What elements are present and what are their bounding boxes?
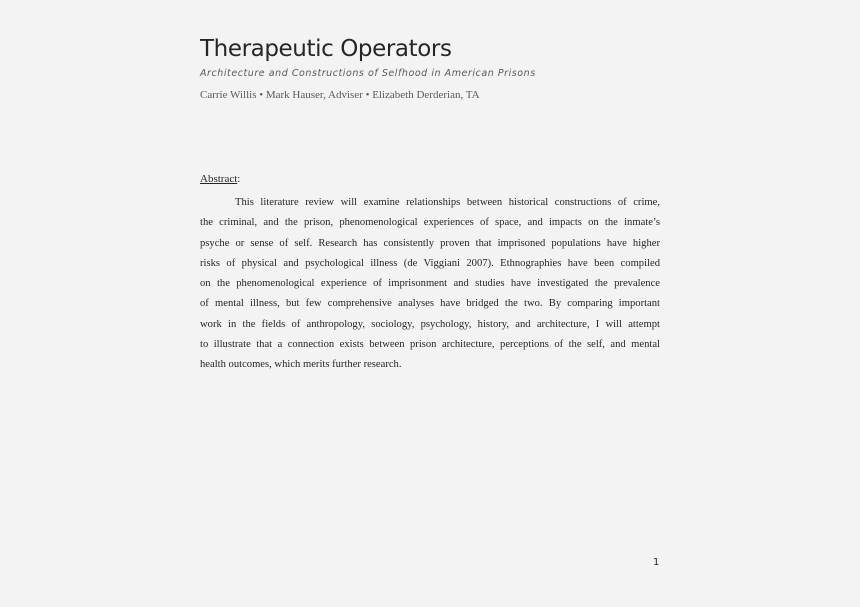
abstract-line: the criminal, and the prison, phenomenological experiences of space, and impacts on the inmate’s [200,217,660,229]
abstract-line: of mental illness, but few comprehensive analyses have bridged the two. By comparing important [200,298,660,310]
abstract-line: to illustrate that a connection exists between prison architecture, perceptions of the self, and mental [200,339,660,351]
abstract-paragraph [200,193,660,379]
page-number: 1 [653,557,660,568]
abstract-line: health outcomes, which merits further research. [200,359,402,371]
abstract-heading-label: Abstract [200,173,238,185]
abstract-line: This literature review will examine relationships between historical constructions of crime, [235,197,660,208]
abstract-heading [200,173,240,185]
author-line: Carrie Willis • Mark Hauser, Adviser • Elizabeth Derderian, TA [200,89,480,101]
abstract-line: psyche or sense of self. Research has consistently proven that imprisoned populations have higher [200,237,660,249]
document-title: Therapeutic Operators [200,36,452,62]
abstract-heading-colon: : [237,173,241,185]
abstract-line: work in the fields of anthropology, sociology, psychology, history, and architecture, I will attempt [200,318,660,330]
abstract-line: on the phenomenological experience of imprisonment and studies have investigated the prevalence [200,278,660,290]
abstract-line: risks of physical and psychological illness (de Viggiani 2007). Ethnographies have been compiled [200,257,660,269]
document-subtitle: Architecture and Constructions of Selfhood in American Prisons [200,68,536,79]
